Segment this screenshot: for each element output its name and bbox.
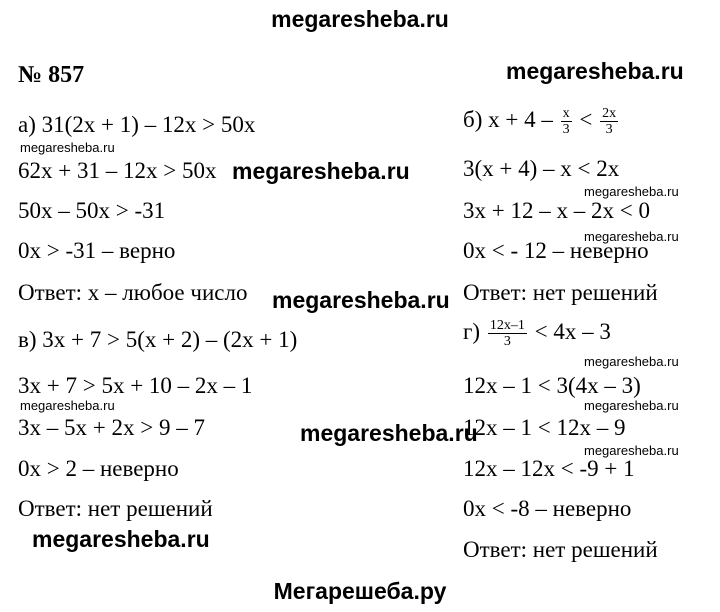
part-b-answer: Ответ: нет решений [463, 280, 658, 305]
fraction-denominator: 3 [503, 334, 511, 349]
watermark-small: megaresheba.ru [20, 398, 115, 413]
part-a-line-1: а) 31(2x + 1) – 12x > 50x [18, 112, 256, 137]
part-a-line-2: 62x + 31 – 12x > 50x [18, 158, 217, 183]
part-g-line-3: 12x – 1 < 12x – 9 [463, 415, 626, 440]
fraction-denominator: 3 [562, 122, 570, 137]
part-g-suffix: < 4x – 3 [534, 318, 611, 344]
watermark: megaresheba.ru [506, 58, 684, 84]
watermark: megaresheba.ru [32, 526, 210, 552]
fraction [600, 106, 618, 137]
part-g-answer: Ответ: нет решений [463, 537, 658, 562]
part-a-line-4: 0x > -31 – верно [18, 238, 176, 263]
footer-site: Мегарешеба.ру [273, 578, 447, 604]
part-v-answer: Ответ: нет решений [18, 496, 213, 521]
part-b-line-2: 3(x + 4) – x < 2x [463, 156, 620, 181]
part-v-line-4: 0x > 2 – неверно [18, 456, 179, 481]
part-g-line-2: 12x – 1 < 3(4x – 3) [463, 373, 641, 398]
part-g-line-1 [463, 318, 611, 349]
part-b-line-1 [463, 106, 620, 137]
watermark-small: megaresheba.ru [584, 354, 679, 369]
watermark: megaresheba.ru [300, 420, 478, 446]
watermark-small: megaresheba.ru [584, 443, 679, 458]
watermark-small: megaresheba.ru [584, 229, 679, 244]
watermark-small: megaresheba.ru [584, 184, 679, 199]
watermark-small: megaresheba.ru [584, 398, 679, 413]
part-v-line-1: в) 3x + 7 > 5(x + 2) – (2x + 1) [18, 327, 298, 352]
part-b-line-4: 0x < - 12 – неверно [463, 238, 649, 263]
fraction-numerator: 2x [602, 106, 617, 121]
fraction-denominator: 3 [605, 122, 613, 137]
header-site: megaresheba.ru [271, 6, 449, 32]
fraction [561, 106, 572, 137]
fraction [488, 318, 527, 349]
less-than-sign: < [579, 106, 593, 132]
watermark-small: megaresheba.ru [20, 140, 115, 155]
problem-number: № 857 [18, 62, 85, 88]
part-v-line-2: 3x + 7 > 5x + 10 – 2x – 1 [18, 373, 253, 398]
part-g-prefix: г) [463, 318, 481, 344]
watermark: megaresheba.ru [272, 287, 450, 313]
fraction-numerator: 12x–1 [489, 318, 525, 333]
fraction-numerator: x [562, 106, 570, 121]
part-a-line-3: 50x – 50x > -31 [18, 198, 166, 223]
watermark: megaresheba.ru [232, 158, 410, 184]
part-b-line-3: 3x + 12 – x – 2x < 0 [463, 198, 650, 223]
part-b-prefix: б) x + 4 – [463, 106, 553, 132]
part-g-line-4: 12x – 12x < -9 + 1 [463, 456, 635, 481]
part-a-answer: Ответ: x – любое число [18, 280, 248, 305]
part-v-line-3: 3x – 5x + 2x > 9 – 7 [18, 415, 205, 440]
part-g-line-5: 0x < -8 – неверно [463, 496, 632, 521]
